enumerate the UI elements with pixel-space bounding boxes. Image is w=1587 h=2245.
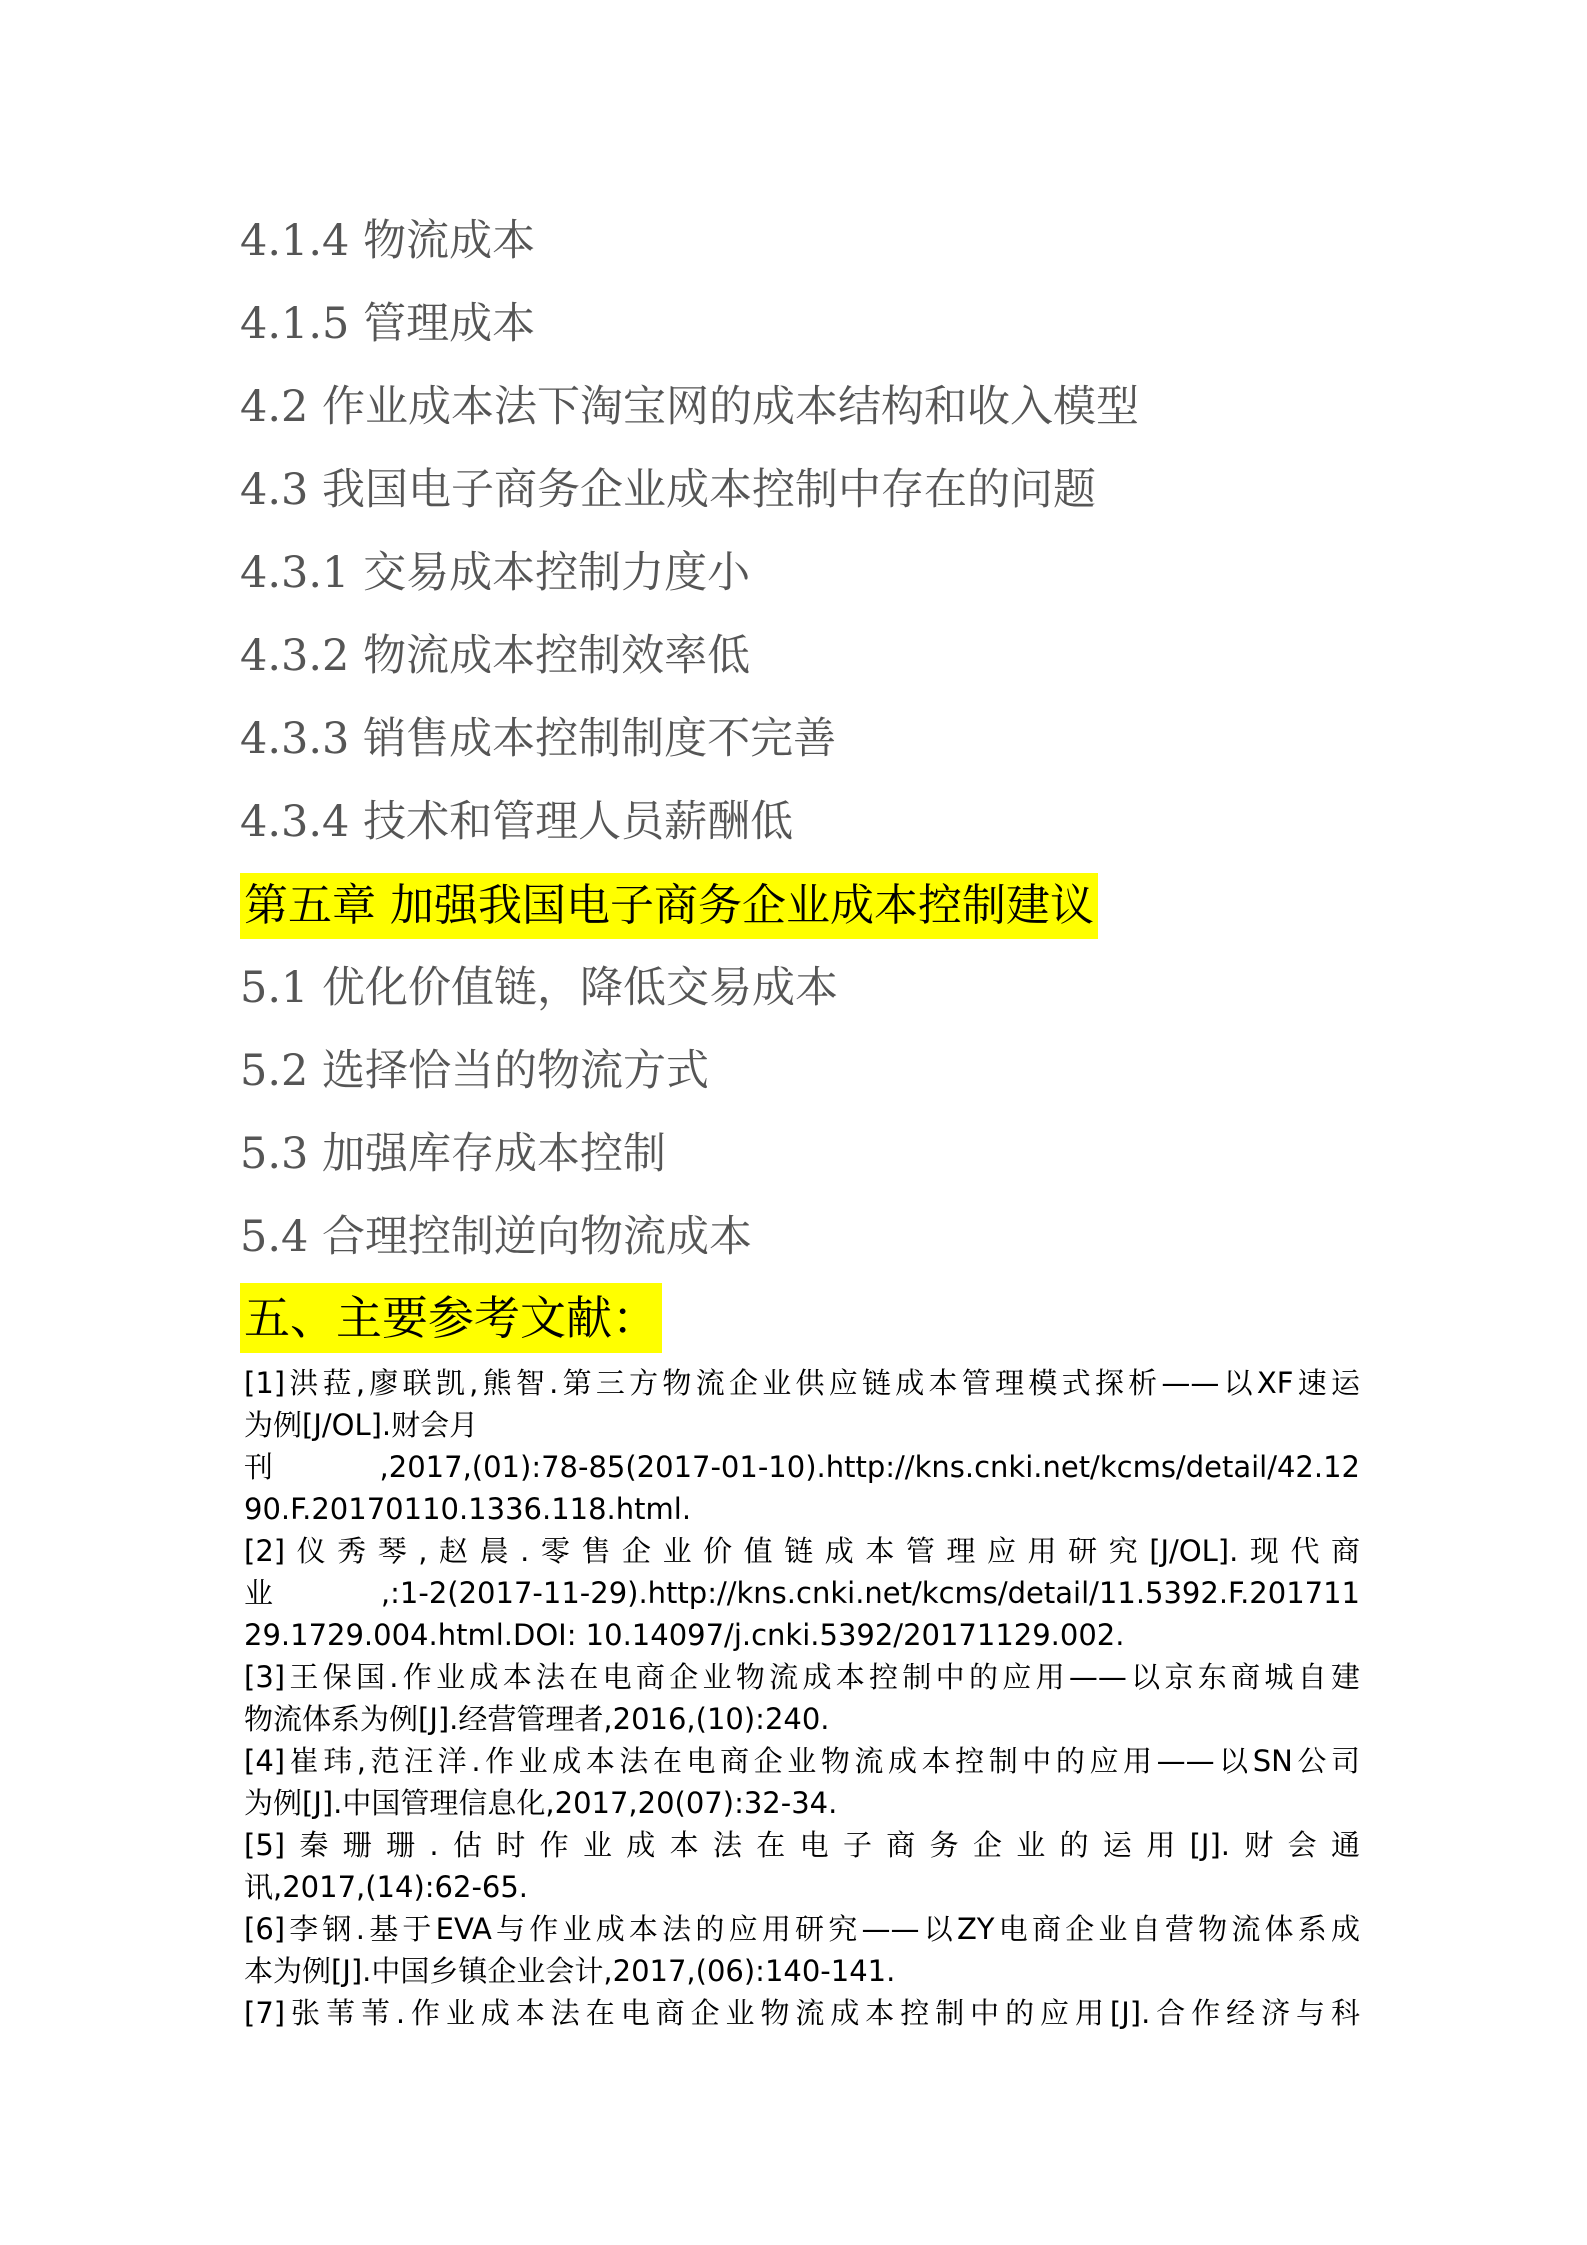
toc-entry-4-3-2: 4.3.2 物流成本控制效率低 (240, 631, 751, 681)
toc-entry-5-1: 5.1 优化价值链，降低交易成本 (240, 963, 839, 1013)
reference-line: [6]李钢.基于EVA与作业成本法的应用研究——以ZY电商企业自营物流体系成 (244, 1912, 1360, 1946)
reference-line: 物流体系为例[J].经营管理者,2016,(10):240. (244, 1702, 830, 1736)
table-of-contents (240, 200, 1360, 1279)
toc-entry-5-4: 5.4 合理控制逆向物流成本 (240, 1212, 753, 1262)
reference-line: [5]秦珊珊.估时作业成本法在电子商务企业的运用[J].财会通 (244, 1828, 1360, 1862)
toc-entry-5-3: 5.3 加强库存成本控制 (240, 1129, 667, 1179)
reference-line: [1]洪菈,廖联凯,熊智.第三方物流企业供应链成本管理模式探析——以XF速运 (244, 1366, 1360, 1400)
reference-line: [3]王保国.作业成本法在电商企业物流成本控制中的应用——以京东商城自建 (244, 1660, 1360, 1694)
toc-entry-4-3: 4.3 我国电子商务企业成本控制中存在的问题 (240, 465, 1097, 515)
reference-line: [7]张苇苇.作业成本法在电商企业物流成本控制中的应用[J].合作经济与科 (244, 1996, 1360, 2030)
references-title-row (240, 1283, 662, 1353)
toc-entry-5-2: 5.2 选择恰当的物流方式 (240, 1046, 710, 1096)
reference-line: 刊,2017,(01):78-85(2017-01-10).http://kns.cnki.net/kcms/detail/42.12 (244, 1450, 1360, 1484)
toc-entry-4-3-3: 4.3.3 销售成本控制制度不完善 (240, 714, 837, 764)
reference-line: [2]仪秀琴,赵晨.零售企业价值链成本管理应用研究[J/OL].现代商 (244, 1534, 1360, 1568)
reference-line: [4]崔玮,范汪洋.作业成本法在电商企业物流成本控制中的应用——以SN公司 (244, 1744, 1360, 1778)
toc-entry-4-3-4: 4.3.4 技术和管理人员薪酬低 (240, 797, 794, 847)
reference-line: 为例[J/OL].财会月 (244, 1408, 479, 1442)
toc-entry-4-3-1: 4.3.1 交易成本控制力度小 (240, 548, 751, 598)
toc-entry-4-1-5: 4.1.5 管理成本 (240, 299, 536, 349)
toc-entry-4-2: 4.2 作业成本法下淘宝网的成本结构和收入模型 (240, 382, 1140, 432)
reference-line: 为例[J].中国管理信息化,2017,20(07):32-34. (244, 1786, 838, 1820)
reference-line: 讯,2017,(14):62-65. (244, 1870, 529, 1904)
reference-line: 本为例[J].中国乡镇企业会计,2017,(06):140-141. (244, 1954, 896, 1988)
reference-line: 业 ,:1-2(2017-11-29).http://kns.cnki.net/kcms/detail/11.5392.F.201711 (244, 1576, 1360, 1610)
chapter-5-heading: 第五章 加强我国电子商务企业成本控制建议 (240, 873, 1098, 939)
reference-line: 90.F.20170110.1336.118.html. (244, 1492, 692, 1526)
toc-entry-4-1-4: 4.1.4 物流成本 (240, 216, 536, 266)
references-list (244, 1362, 1360, 2034)
reference-line: 29.1729.004.html.DOI: 10.14097/j.cnki.5392/20171129.002. (244, 1618, 1125, 1652)
references-heading: 五、主要参考文献： (240, 1283, 662, 1353)
chapter-5-row (240, 864, 1360, 947)
